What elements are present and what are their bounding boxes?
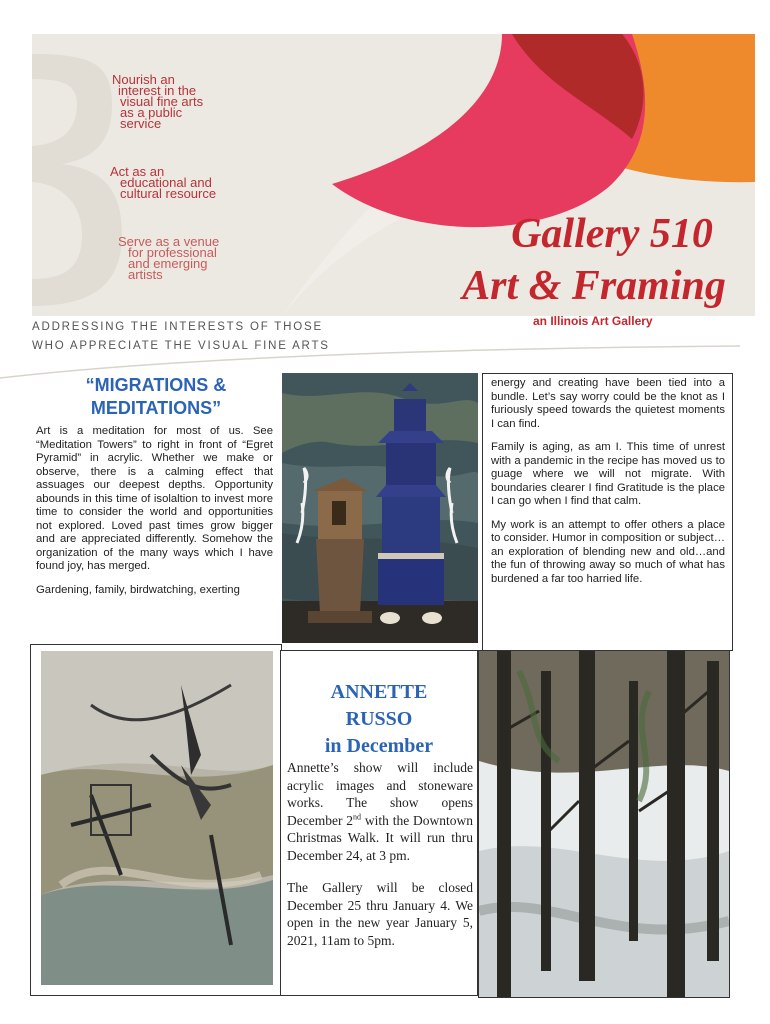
gallery-title-line2: Art & Framing (462, 263, 726, 309)
headline-line1: “MIGRATIONS & (85, 375, 227, 395)
feature-title-line1: ANNETTE (330, 681, 428, 703)
winter-forest-painting (478, 650, 730, 998)
feature-box (280, 650, 478, 996)
feature-title-line3: in December (324, 735, 434, 757)
article-paragraph: My work is an attempt to offer others a place to consider. Humor in composition or subject…an exploration of blending new and old…and the fun of throwing away so much of what has burdened a far too harried life. (491, 518, 725, 585)
article-paragraph: Art is a meditation for most of us. See “Meditation Towers” to right in front of “Egret Pyramid” in acrylic. Whether we make or observe, there is a calming effect that assuages our deepest depths. Opportunity abounds in this time of isolaltion to invest more time to consider the world and opportunities not explored. Loved past times grow bigger and are appreciated differently. Somehow the organization of the many ways which I have found joy, has merged. (36, 425, 273, 572)
feature-title-line2: RUSSO (345, 708, 413, 730)
article-paragraph: Family is aging, as am I. This time of unrest with a pandemic in the recipe has moved us to guage where we will not migrate. With boundaries clearer I find Gratitude is the place I can go when I find that calm. (491, 441, 725, 507)
gallery-title-line1: Gallery 510 (511, 211, 713, 257)
feature-text (287, 759, 473, 964)
abstract-bird-painting (30, 644, 282, 996)
feature-paragraph-2: The Gallery will be closed December 25 thru January 4. We open in the new year January 5, 2021, 11am to 5pm. (287, 880, 473, 948)
mission-item-1: Nourish an interest in the visual fine arts as a public service (112, 72, 204, 131)
headline-line2: MEDITATIONS” (90, 398, 222, 418)
gallery-subtitle: an Illinois Art Gallery (533, 314, 653, 328)
article-paragraph: Gardening, family, birdwatching, exerting (36, 583, 240, 596)
feature-title (281, 679, 477, 760)
header-banner (32, 34, 755, 316)
mission-item-3: Serve as a venue for professional and emerging artists (118, 234, 220, 282)
tagline-line1: ADDRESSING THE INTERESTS OF THOSE (32, 321, 323, 333)
meditation-towers-photo (282, 373, 478, 643)
article-column-3-box (482, 373, 733, 651)
mission-item-2: Act as an educational and cultural resource (110, 164, 217, 201)
tagline-line2: WHO APPRECIATE THE VISUAL FINE ARTS (32, 340, 330, 352)
feature-paragraph-1: Annette’s show will include acrylic images and stoneware works. The show opens December 2nd with the Downtown Christmas Walk. It will run thru December 24, at 3 pm. (287, 760, 473, 863)
article-paragraph: energy and creating have been tied into a bundle. Let’s say worry could be the knot as I furiously speed towards the quietest moments I can find. (491, 377, 725, 430)
article-column-3 (491, 377, 725, 596)
article-headline (38, 374, 274, 420)
article-column-1 (36, 425, 273, 607)
